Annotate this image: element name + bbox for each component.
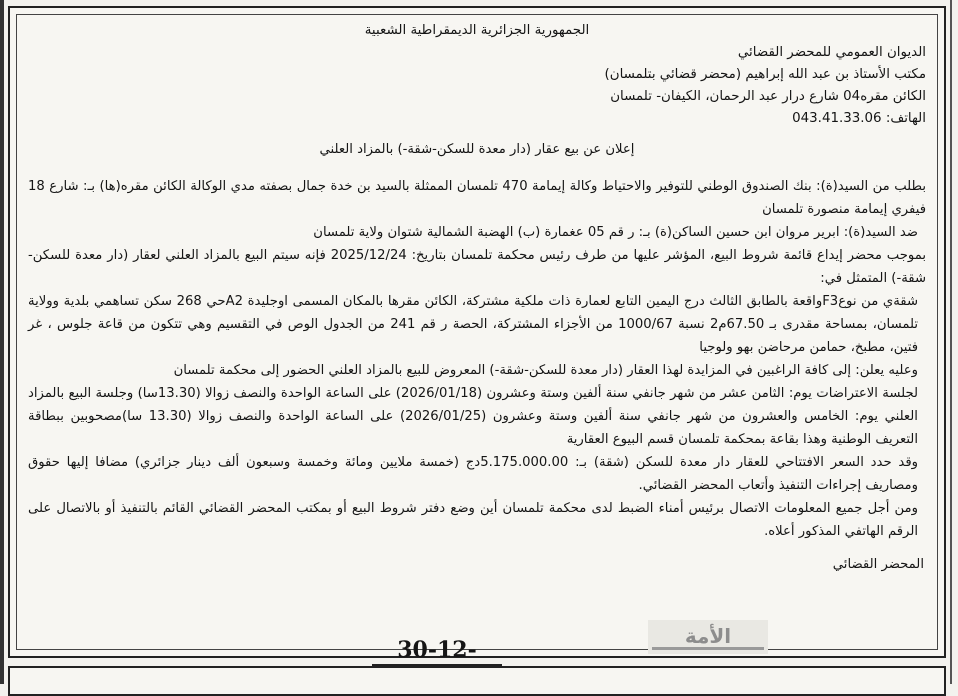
newspaper-logo	[648, 620, 768, 654]
opening-price-paragraph: وقد حدد السعر الافتتاحي للعقار دار معدة للسكن (شقة) بـ: 5.175.000.00دج (خمسة ملايين ومائة وخمسة وسبعون ألف دينار جزائري) مضافا إليها حقوق ومصاريف إجراءات التنفيذ وأتعاب المحضر القضائي.	[28, 455, 918, 493]
logo-text: الأمة	[684, 624, 732, 648]
bureau-address: الكائن مقره04 شارع درار عبد الرحمان، الكيفان- تلمسان	[610, 89, 926, 104]
bureau-phone: الهاتف: 043.41.33.06	[792, 111, 926, 126]
republic-heading: الجمهورية الجزائرية الديمقراطية الشعبية	[364, 23, 590, 38]
invitation-paragraph: وعليه يعلن: إلى كافة الراغبين في المزايدة لهذا العقار (دار معدة للسكن-شقة-) المعروض للبيع بالمزاد العلني الحضور إلى محكمة تلمسان	[173, 363, 918, 378]
bailiff-signature: المحضر القضائي	[832, 557, 924, 572]
announcement-title: إعلان عن بيع عقار (دار معدة للسكن-شقة-) بالمزاد العلني	[319, 142, 635, 157]
contact-paragraph: ومن أجل جميع المعلومات الاتصال برئيس أمناء الضبط لدى محكمة تلمسان أين وضع دفتر شروط البيع أو بمكتب المحضر القضائي القائم بالتنفيذ أو بالاتصال على الرقم الهاتفي المذكور أعلاه.	[28, 501, 918, 539]
requester-paragraph: بطلب من السيد(ة): بنك الصندوق الوطني للتوفير والاحتياط وكالة إيمامة 470 تلمسان الممثلة بالسيد بن خدة جمال بصفته مدي الوكالة الكائن مقره(ها) بـ: شارع 18 فيفري إيمامة منصورة تلمسان	[28, 179, 926, 217]
publication-date: 30-12-	[372, 636, 502, 666]
office-name: الديوان العمومي للمحضر القضائي	[737, 45, 926, 60]
defendant-paragraph: ضد السيد(ة): ابرير مروان ابن حسين الساكن(ة) بـ: ر قم 05 عغمارة (ب) الهضبة الشمالية شتوان ولاية تلمسان	[313, 225, 918, 240]
page-edge-rule	[950, 0, 952, 684]
next-announcement-frame	[8, 666, 946, 696]
sale-basis-paragraph: بموجب محضر إيداع قائمة شروط البيع، المؤشر عليها من طرف رئيس محكمة تلمسان بتاريخ: 2025/12/24 فإنه سيتم البيع بالمزاد العلني لعقار (دار معدة للسكن-شقة-) المتمثل في:	[28, 248, 926, 286]
bureau-name: مكتب الأستاذ بن عبد الله إبراهيم (محضر قضائي بتلمسان)	[604, 67, 926, 82]
property-description-paragraph: شقةي من نوعF3واقعة بالطابق الثالث درج اليمين التابع لعمارة ذات ملكية مشتركة، الكائن مقرها بالمكان المسمى اوجليدة A2حي 268 سكن تساهمي بلدية وولاية تلمسان، بمساحة مقدرى بـ 67.50م2 نسبة 1000/67 من الأجزاء المشتركة، الحصة ر قم 241 من الجدول الوص في التقسيم وهي تتكون من قاعة جلوس ، غر فتين، مطبخ، حمامن مرحاضن بهو ولوجيا	[28, 294, 919, 355]
announcement-body	[28, 20, 926, 576]
sessions-paragraph: لجلسة الاعتراضات يوم: الثامن عشر من شهر جانفي سنة ألفين وستة وعشرون (2026/01/18) على الساعة الواحدة والنصف زوالا (13.30سا) وجلسة البيع بالمزاد العلني يوم: الخامس والعشرون من شهر جانفي سنة ألفين وستة وعشرون (2026/01/25) على الساعة الواحدة والنصف زوالا (13.30 سا)مصحوبين ببطاقة التعريف الوطنية وهذا بقاعة بمحكمة تلمسان قسم البيوع العقارية	[28, 386, 918, 447]
page-edge-rule	[0, 0, 4, 684]
